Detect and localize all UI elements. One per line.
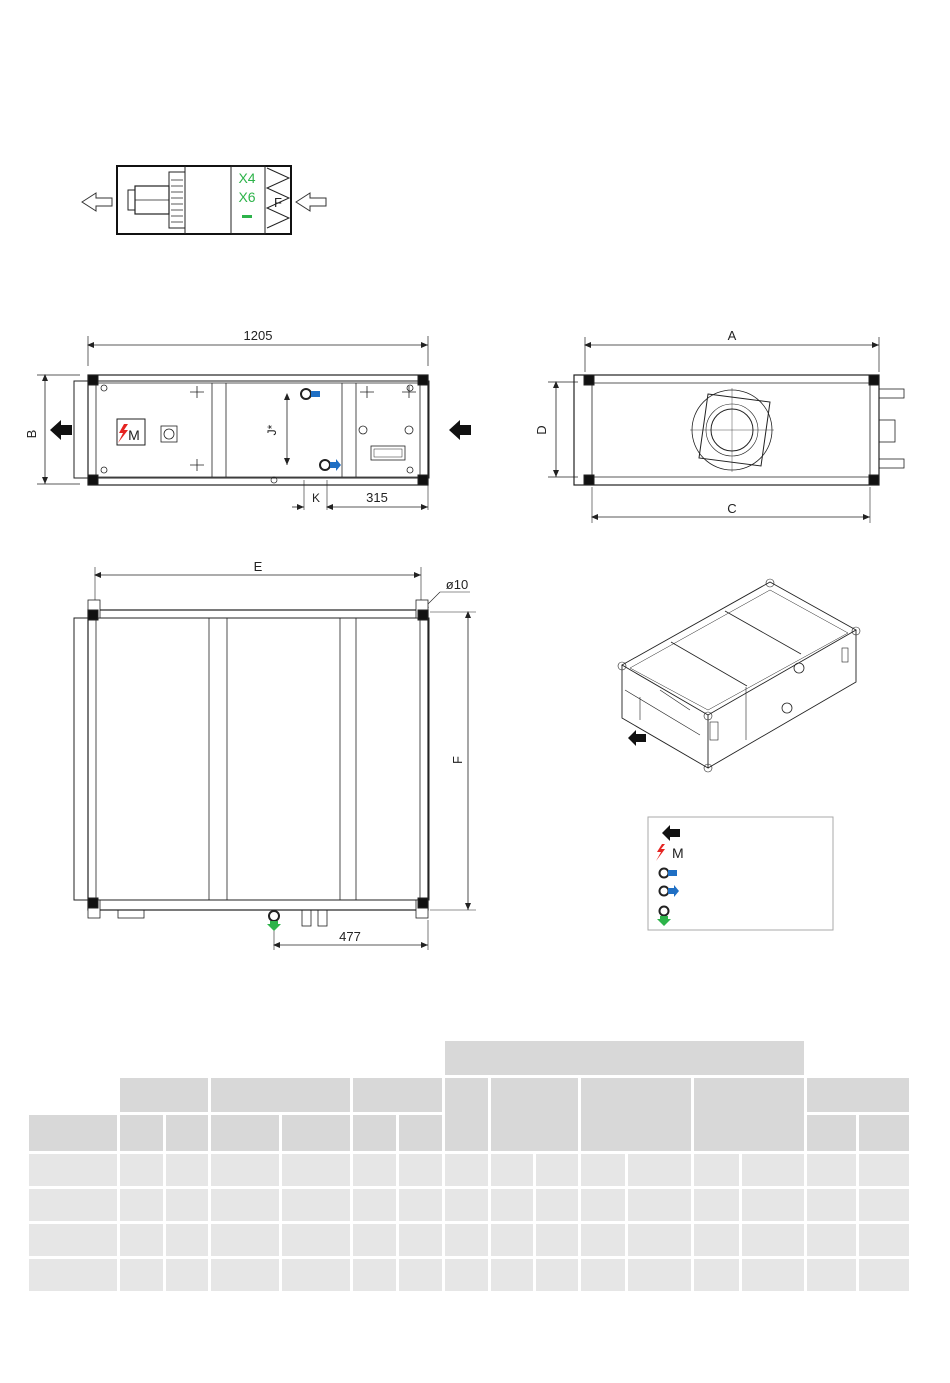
- table-header: [445, 1041, 804, 1075]
- table-cell: [353, 1224, 396, 1256]
- legend-lightning-icon: [656, 844, 665, 861]
- table-header: [694, 1078, 804, 1151]
- fan-icon: [169, 172, 185, 228]
- table-header: [399, 1115, 442, 1151]
- dim-b: B: [24, 429, 39, 439]
- table-cell: [399, 1224, 442, 1256]
- table-cell: [859, 1259, 909, 1291]
- table-cell: [211, 1224, 279, 1256]
- table-cell: [807, 1154, 856, 1186]
- table-header: [353, 1078, 442, 1112]
- dim-e: E: [253, 559, 263, 574]
- isometric-view: [618, 579, 860, 772]
- dim-f: F: [450, 756, 465, 764]
- table-header: [282, 1115, 350, 1151]
- inflow-arrow-icon: [449, 420, 471, 440]
- dim-315: 315: [366, 490, 388, 505]
- table-cell: [628, 1154, 691, 1186]
- table-cell: [742, 1224, 804, 1256]
- table-cell: [211, 1259, 279, 1291]
- table-header: [29, 1115, 117, 1151]
- table-cell: [581, 1154, 625, 1186]
- top-view: [74, 567, 476, 950]
- table-cell: [742, 1154, 804, 1186]
- table-cell: [166, 1154, 208, 1186]
- table-cell: [807, 1259, 856, 1291]
- table-cell: [120, 1259, 163, 1291]
- table-cell: [29, 1189, 117, 1221]
- dim-hole: ø10: [445, 577, 469, 592]
- legend-air-arrow-icon: [662, 825, 680, 841]
- dim-477: 477: [339, 929, 361, 944]
- schematic-label-filter: F: [274, 195, 282, 210]
- table-cell: [282, 1189, 350, 1221]
- table-cell: [581, 1224, 625, 1256]
- table-cell: [628, 1259, 691, 1291]
- table-header: [120, 1078, 208, 1112]
- table-header: [120, 1115, 163, 1151]
- table-header: [211, 1078, 350, 1112]
- table-cell: [694, 1259, 739, 1291]
- legend-return-icon: [660, 885, 680, 897]
- table-cell: [536, 1154, 578, 1186]
- table-header: [211, 1115, 279, 1151]
- table-cell: [211, 1189, 279, 1221]
- latch-icon: [101, 385, 416, 473]
- table-cell: [694, 1224, 739, 1256]
- table-cell: [536, 1189, 578, 1221]
- dim-a: A: [727, 328, 737, 343]
- side-view: [548, 337, 904, 523]
- air-out-arrow-icon: [82, 193, 112, 211]
- schematic-label-x6: X6: [238, 189, 256, 205]
- motor-label: M: [128, 427, 140, 443]
- table-cell: [491, 1259, 533, 1291]
- table-cell: [445, 1154, 488, 1186]
- legend: [648, 817, 833, 930]
- table-cell: [353, 1154, 396, 1186]
- drain-icon: [267, 911, 281, 931]
- table-cell: [399, 1259, 442, 1291]
- legend-supply-icon: [660, 869, 678, 878]
- table-cell: [491, 1189, 533, 1221]
- table-cell: [282, 1224, 350, 1256]
- table-cell: [628, 1189, 691, 1221]
- table-header: [166, 1115, 208, 1151]
- table-cell: [282, 1154, 350, 1186]
- table-cell: [120, 1224, 163, 1256]
- schematic-label-x4: X4: [238, 170, 256, 186]
- table-cell: [29, 1259, 117, 1291]
- table-cell: [694, 1189, 739, 1221]
- table-header: [353, 1115, 396, 1151]
- dim-c: C: [727, 501, 737, 516]
- table-cell: [282, 1259, 350, 1291]
- dim-j: J*: [265, 424, 279, 436]
- table-cell: [536, 1259, 578, 1291]
- motor-icon: [128, 186, 169, 214]
- table-cell: [445, 1259, 488, 1291]
- table-cell: [536, 1224, 578, 1256]
- fan-flange-icon: [690, 388, 774, 472]
- table-cell: [581, 1189, 625, 1221]
- iso-air-arrow-icon: [628, 730, 646, 746]
- table-cell: [445, 1224, 488, 1256]
- table-cell: [353, 1259, 396, 1291]
- air-in-arrow-icon: [296, 193, 326, 211]
- table-cell: [491, 1224, 533, 1256]
- table-cell: [29, 1154, 117, 1186]
- table-cell: [581, 1259, 625, 1291]
- supply-water-icon: [301, 389, 320, 399]
- table-cell: [166, 1189, 208, 1221]
- table-cell: [166, 1259, 208, 1291]
- dim-d: D: [534, 425, 549, 435]
- table-cell: [859, 1224, 909, 1256]
- outflow-arrow-icon: [50, 420, 72, 440]
- table-cell: [491, 1154, 533, 1186]
- table-cell: [694, 1154, 739, 1186]
- table-cell: [211, 1154, 279, 1186]
- dim-1205: 1205: [243, 328, 273, 343]
- table-cell: [399, 1189, 442, 1221]
- minus-sign: [242, 215, 252, 218]
- table-cell: [353, 1189, 396, 1221]
- table-cell: [166, 1224, 208, 1256]
- return-water-icon: [320, 459, 341, 471]
- legend-motor-label: M: [672, 845, 684, 861]
- lightning-icon: [118, 424, 128, 443]
- unit-schematic: [82, 166, 326, 234]
- table-header: [859, 1115, 909, 1151]
- table-cell: [445, 1189, 488, 1221]
- table-cell: [29, 1224, 117, 1256]
- table-cell: [859, 1154, 909, 1186]
- table-cell: [742, 1189, 804, 1221]
- table-header: [491, 1078, 578, 1151]
- table-cell: [859, 1189, 909, 1221]
- table-header: [445, 1078, 488, 1151]
- table-cell: [807, 1224, 856, 1256]
- table-cell: [807, 1189, 856, 1221]
- table-cell: [628, 1224, 691, 1256]
- table-cell: [120, 1154, 163, 1186]
- dim-k: K: [311, 491, 321, 505]
- legend-drain-icon: [657, 907, 671, 927]
- table-header: [581, 1078, 691, 1151]
- table-header: [807, 1115, 856, 1151]
- table-header: [807, 1078, 909, 1112]
- table-cell: [120, 1189, 163, 1221]
- table-cell: [742, 1259, 804, 1291]
- spec-table: [29, 1041, 909, 1293]
- front-view: [37, 336, 429, 510]
- table-cell: [399, 1154, 442, 1186]
